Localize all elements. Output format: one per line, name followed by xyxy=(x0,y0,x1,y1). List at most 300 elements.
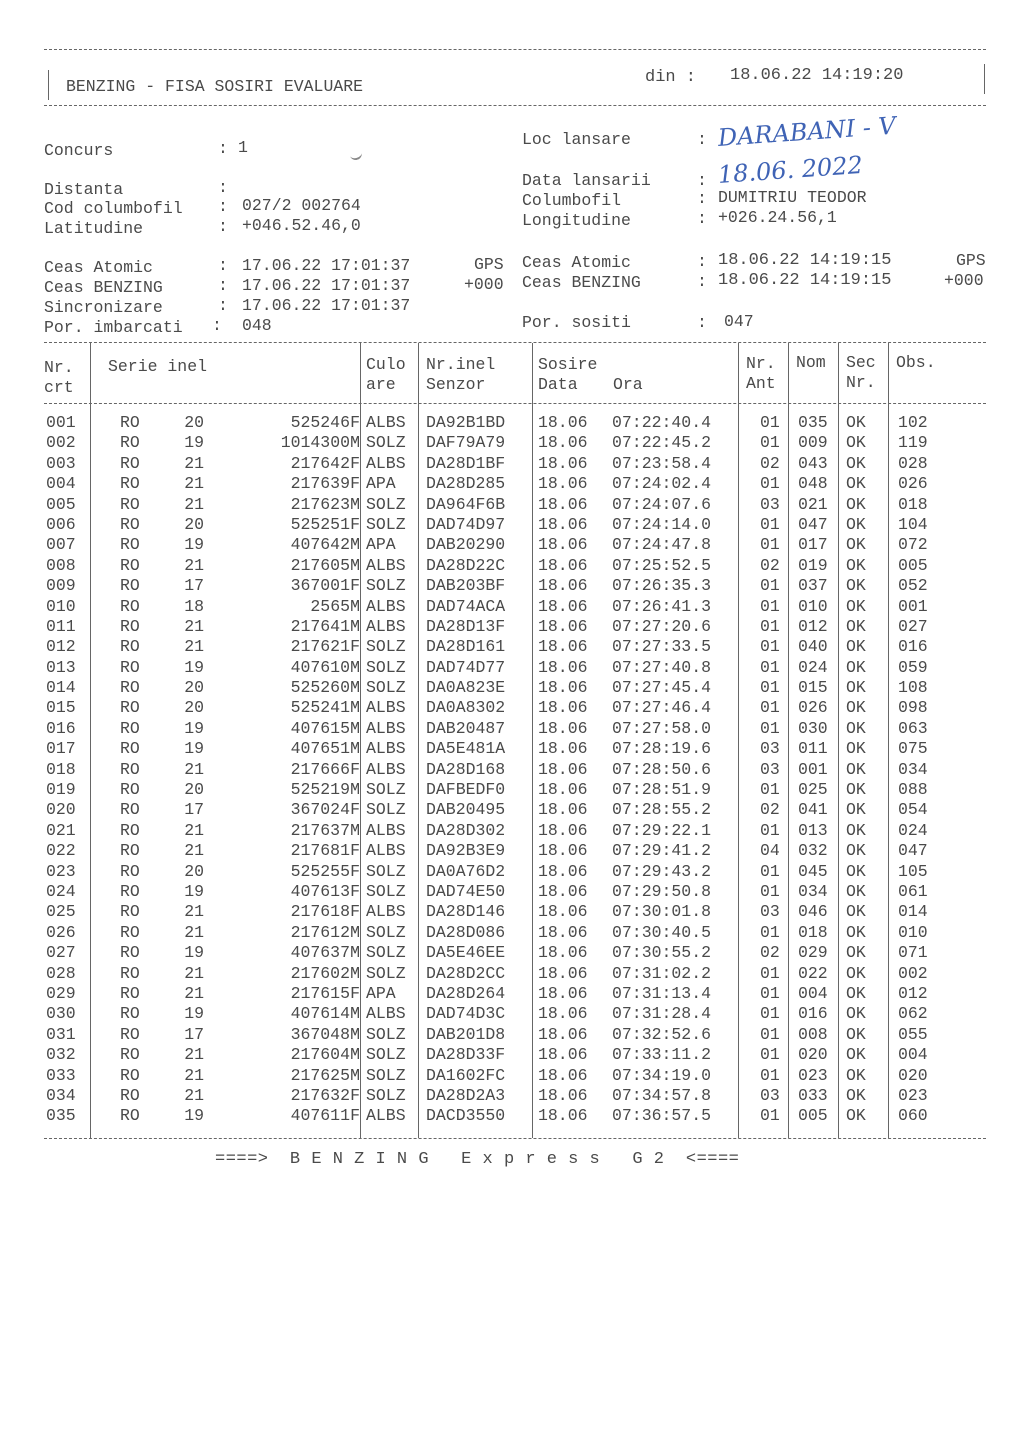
cell-country: RO xyxy=(120,983,140,1003)
cell-sec: OK xyxy=(846,698,866,718)
cell-year: 21 xyxy=(184,453,204,473)
cell-obs: 027 xyxy=(898,616,928,636)
cell-date: 18.06 xyxy=(538,861,588,881)
cell-sex: M xyxy=(350,1065,360,1085)
cell-nr-crt: 017 xyxy=(46,739,76,759)
cell-time: 07:30:40.5 xyxy=(612,922,712,942)
cell-nr-ant: 03 xyxy=(760,759,780,779)
cell-country: RO xyxy=(120,657,140,677)
cell-year: 21 xyxy=(184,1065,204,1085)
cell-time: 07:32:52.6 xyxy=(612,1024,712,1044)
cell-color: ALBS xyxy=(366,902,406,922)
cell-ring-number: 407637 xyxy=(290,943,350,963)
cell-nom: 045 xyxy=(798,861,828,881)
cell-color: SOLZ xyxy=(366,678,406,698)
cell-nr-ant: 01 xyxy=(760,780,780,800)
cell-obs: 062 xyxy=(898,1004,928,1024)
table-row xyxy=(44,1025,1004,1045)
cell-country: RO xyxy=(120,494,140,514)
info-value: 1 xyxy=(238,138,248,157)
cell-year: 19 xyxy=(184,535,204,555)
cell-date: 18.06 xyxy=(538,453,588,473)
cell-nr-ant: 01 xyxy=(760,922,780,942)
cell-nom: 023 xyxy=(798,1065,828,1085)
cell-ring-number: 525251 xyxy=(290,514,350,534)
col-nr-header-2: crt xyxy=(44,378,74,397)
cell-time: 07:24:14.0 xyxy=(612,514,712,534)
cell-sec: OK xyxy=(846,576,866,596)
cell-nr-ant: 01 xyxy=(760,535,780,555)
din-value: 18.06.22 14:19:20 xyxy=(730,66,904,85)
cell-country: RO xyxy=(120,1004,140,1024)
cell-sensor: DA92B3E9 xyxy=(426,841,506,861)
header-left-bar xyxy=(48,70,49,100)
cell-nr-crt: 012 xyxy=(46,637,76,657)
info-value: 027/2 002764 xyxy=(242,196,361,215)
cell-nom: 005 xyxy=(798,1106,828,1126)
cell-ring-number: 217642 xyxy=(290,453,350,473)
cell-sex: F xyxy=(350,881,360,901)
cell-color: SOLZ xyxy=(366,1065,406,1085)
cell-year: 21 xyxy=(184,759,204,779)
cell-sex: M xyxy=(350,1045,360,1065)
table-header-bottom-rule xyxy=(44,403,986,404)
col-culo-header: Culo xyxy=(366,355,406,374)
cell-nom: 024 xyxy=(798,657,828,677)
clock-value: 17.06.22 17:01:37 xyxy=(242,256,411,275)
cell-ring-number: 217681 xyxy=(290,841,350,861)
cell-ring-number: 525241 xyxy=(290,698,350,718)
clock-value: 18.06.22 14:19:15 xyxy=(718,271,892,290)
cell-sec: OK xyxy=(846,1065,866,1085)
clock-sep: : xyxy=(218,276,228,295)
cell-year: 21 xyxy=(184,1085,204,1105)
cell-sex: M xyxy=(350,433,360,453)
cell-nom: 041 xyxy=(798,800,828,820)
cell-color: ALBS xyxy=(366,759,406,779)
cell-color: SOLZ xyxy=(366,780,406,800)
cell-sec: OK xyxy=(846,943,866,963)
cell-nr-crt: 003 xyxy=(46,453,76,473)
cell-nom: 001 xyxy=(798,759,828,779)
cell-time: 07:28:55.2 xyxy=(612,800,712,820)
cell-obs: 016 xyxy=(898,637,928,657)
cell-time: 07:30:55.2 xyxy=(612,943,712,963)
cell-sec: OK xyxy=(846,494,866,514)
cell-year: 19 xyxy=(184,881,204,901)
info-sep: : xyxy=(218,197,228,216)
clock-label: Ceas Atomic xyxy=(522,253,631,272)
cell-sensor: DAB201D8 xyxy=(426,1024,506,1044)
cell-nr-ant: 02 xyxy=(760,800,780,820)
cell-country: RO xyxy=(120,637,140,657)
cell-sensor: DA5E46EE xyxy=(426,943,506,963)
cell-sec: OK xyxy=(846,983,866,1003)
cell-sex: F xyxy=(350,413,360,432)
cell-obs: 072 xyxy=(898,535,928,555)
cell-ring-number: 407613 xyxy=(290,881,350,901)
cell-country: RO xyxy=(120,759,140,779)
cell-sensor: DA964F6B xyxy=(426,494,506,514)
cell-country: RO xyxy=(120,474,140,494)
cell-sec: OK xyxy=(846,1085,866,1105)
cell-sec: OK xyxy=(846,514,866,534)
cell-date: 18.06 xyxy=(538,637,588,657)
cell-time: 07:27:20.6 xyxy=(612,616,712,636)
cell-ring-number: 407651 xyxy=(290,739,350,759)
cell-nom: 046 xyxy=(798,902,828,922)
cell-date: 18.06 xyxy=(538,555,588,575)
cell-sex: F xyxy=(350,474,360,494)
table-row xyxy=(44,433,1004,453)
cell-sex: F xyxy=(350,861,360,881)
cell-year: 21 xyxy=(184,474,204,494)
cell-nr-crt: 028 xyxy=(46,963,76,983)
cell-country: RO xyxy=(120,433,140,453)
cell-year: 19 xyxy=(184,657,204,677)
cell-sex: M xyxy=(350,780,360,800)
cell-sensor: DAB20495 xyxy=(426,800,506,820)
cell-sec: OK xyxy=(846,718,866,738)
cell-country: RO xyxy=(120,453,140,473)
cell-obs: 104 xyxy=(898,514,928,534)
cell-nr-ant: 01 xyxy=(760,1065,780,1085)
info-sep: : xyxy=(697,130,707,149)
cell-year: 17 xyxy=(184,576,204,596)
cell-time: 07:29:43.2 xyxy=(612,861,712,881)
cell-ring-number: 217637 xyxy=(290,820,350,840)
cell-sec: OK xyxy=(846,861,866,881)
clock-suffix: +000 xyxy=(944,271,984,290)
cell-sex: M xyxy=(350,596,360,616)
cell-year: 21 xyxy=(184,616,204,636)
cell-year: 21 xyxy=(184,841,204,861)
cell-sec: OK xyxy=(846,453,866,473)
cell-nr-ant: 03 xyxy=(760,1085,780,1105)
din-label: din : xyxy=(645,68,697,87)
cell-nr-ant: 01 xyxy=(760,698,780,718)
cell-time: 07:30:01.8 xyxy=(612,902,712,922)
cell-nr-ant: 01 xyxy=(760,820,780,840)
cell-nom: 030 xyxy=(798,718,828,738)
cell-nom: 047 xyxy=(798,514,828,534)
cell-obs: 002 xyxy=(898,963,928,983)
cell-date: 18.06 xyxy=(538,616,588,636)
cell-nr-ant: 01 xyxy=(760,963,780,983)
cell-sensor: DAD74E50 xyxy=(426,881,506,901)
info-label: Data lansarii xyxy=(522,171,651,190)
info-sep: : xyxy=(697,189,707,208)
cell-ring-number: 217604 xyxy=(290,1045,350,1065)
cell-sensor: DA92B1BD xyxy=(426,413,506,432)
table-row xyxy=(44,556,1004,576)
cell-sec: OK xyxy=(846,963,866,983)
cell-time: 07:31:02.2 xyxy=(612,963,712,983)
cell-nom: 035 xyxy=(798,413,828,432)
cell-year: 19 xyxy=(184,1106,204,1126)
clock-value: 18.06.22 14:19:15 xyxy=(718,251,892,270)
cell-sec: OK xyxy=(846,739,866,759)
cell-color: SOLZ xyxy=(366,1085,406,1105)
table-row xyxy=(44,780,1004,800)
cell-date: 18.06 xyxy=(538,943,588,963)
cell-nr-ant: 01 xyxy=(760,718,780,738)
cell-year: 21 xyxy=(184,820,204,840)
stray-mark xyxy=(349,149,363,162)
cell-sensor: DAB203BF xyxy=(426,576,506,596)
cell-nr-crt: 014 xyxy=(46,678,76,698)
cell-time: 07:28:19.6 xyxy=(612,739,712,759)
cell-nr-crt: 033 xyxy=(46,1065,76,1085)
cell-nr-ant: 03 xyxy=(760,902,780,922)
cell-time: 07:27:45.4 xyxy=(612,678,712,698)
cell-obs: 098 xyxy=(898,698,928,718)
cell-color: ALBS xyxy=(366,616,406,636)
cell-sensor: DA0A8302 xyxy=(426,698,506,718)
cell-nr-crt: 006 xyxy=(46,514,76,534)
cell-date: 18.06 xyxy=(538,1085,588,1105)
cell-date: 18.06 xyxy=(538,1065,588,1085)
cell-sensor: DAD74D97 xyxy=(426,514,506,534)
cell-sec: OK xyxy=(846,1106,866,1126)
cell-ring-number: 217602 xyxy=(290,963,350,983)
col-ant-header: Nr. xyxy=(746,354,776,373)
cell-nr-crt: 023 xyxy=(46,861,76,881)
col-nr-header: Nr. xyxy=(44,358,74,377)
cell-sex: M xyxy=(350,535,360,555)
cell-nr-crt: 025 xyxy=(46,902,76,922)
cell-nom: 029 xyxy=(798,943,828,963)
cell-ring-number: 525255 xyxy=(290,861,350,881)
cell-nom: 008 xyxy=(798,1024,828,1044)
cell-nr-crt: 019 xyxy=(46,780,76,800)
cell-sex: F xyxy=(350,637,360,657)
cell-nom: 011 xyxy=(798,739,828,759)
cell-nom: 043 xyxy=(798,453,828,473)
cell-year: 21 xyxy=(184,983,204,1003)
cell-color: ALBS xyxy=(366,413,406,432)
table-row xyxy=(44,1004,1004,1024)
cell-time: 07:31:13.4 xyxy=(612,983,712,1003)
cell-sex: F xyxy=(350,1085,360,1105)
table-row xyxy=(44,474,1004,494)
table-row xyxy=(44,454,1004,474)
clock-sep: : xyxy=(218,256,228,275)
cell-obs: 102 xyxy=(898,413,928,432)
table-bottom-rule xyxy=(44,1138,986,1139)
cell-obs: 059 xyxy=(898,657,928,677)
cell-color: SOLZ xyxy=(366,963,406,983)
cell-sex: F xyxy=(350,576,360,596)
cell-sensor: DAD74D77 xyxy=(426,657,506,677)
cell-year: 19 xyxy=(184,943,204,963)
cell-nr-ant: 01 xyxy=(760,861,780,881)
table-row xyxy=(44,698,1004,718)
table-top-rule xyxy=(44,342,986,343)
cell-country: RO xyxy=(120,881,140,901)
table-row xyxy=(44,943,1004,963)
cell-ring-number: 367048 xyxy=(290,1024,350,1044)
cell-sec: OK xyxy=(846,759,866,779)
arrivals-table-body xyxy=(44,413,1004,1127)
cell-date: 18.06 xyxy=(538,494,588,514)
cell-obs: 001 xyxy=(898,596,928,616)
table-row xyxy=(44,1106,1004,1126)
cell-country: RO xyxy=(120,943,140,963)
cell-nr-ant: 01 xyxy=(760,433,780,453)
info-label: Distanta xyxy=(44,180,124,199)
table-row xyxy=(44,597,1004,617)
cell-ring-number: 367024 xyxy=(290,800,350,820)
cell-obs: 014 xyxy=(898,902,928,922)
cell-sex: F xyxy=(350,1106,360,1126)
cell-nr-ant: 01 xyxy=(760,637,780,657)
clock-suffix: GPS xyxy=(956,251,986,270)
clock-suffix: GPS xyxy=(474,255,504,274)
cell-date: 18.06 xyxy=(538,514,588,534)
clock-label: Ceas BENZING xyxy=(44,278,163,297)
clock-sep: : xyxy=(697,272,707,291)
cell-time: 07:24:02.4 xyxy=(612,474,712,494)
cell-nom: 018 xyxy=(798,922,828,942)
cell-nom: 022 xyxy=(798,963,828,983)
table-row xyxy=(44,1045,1004,1065)
cell-sex: M xyxy=(350,943,360,963)
cell-year: 19 xyxy=(184,433,204,453)
cell-nom: 017 xyxy=(798,535,828,555)
cell-nr-crt: 021 xyxy=(46,820,76,840)
cell-nr-ant: 01 xyxy=(760,1024,780,1044)
clock-value: 047 xyxy=(724,312,754,331)
cell-year: 21 xyxy=(184,922,204,942)
cell-time: 07:26:35.3 xyxy=(612,576,712,596)
cell-color: ALBS xyxy=(366,698,406,718)
cell-sec: OK xyxy=(846,1024,866,1044)
cell-sex: M xyxy=(350,1004,360,1024)
cell-year: 21 xyxy=(184,637,204,657)
cell-sex: F xyxy=(350,514,360,534)
table-row xyxy=(44,984,1004,1004)
table-row xyxy=(44,862,1004,882)
handwritten-data-lansarii: 18.06. 2022 xyxy=(717,150,864,189)
cell-country: RO xyxy=(120,963,140,983)
cell-sensor: DA28D13F xyxy=(426,616,506,636)
cell-sensor: DA28D2CC xyxy=(426,963,506,983)
info-label: Columbofil xyxy=(522,191,622,210)
cell-time: 07:27:40.8 xyxy=(612,657,712,677)
cell-obs: 108 xyxy=(898,678,928,698)
clock-label: Por. sositi xyxy=(522,313,631,332)
cell-sensor: DA28D33F xyxy=(426,1045,506,1065)
cell-time: 07:24:47.8 xyxy=(612,535,712,555)
cell-color: APA xyxy=(366,474,396,494)
cell-nr-crt: 008 xyxy=(46,555,76,575)
cell-sensor: DA28D264 xyxy=(426,983,506,1003)
cell-sensor: DA28D285 xyxy=(426,474,506,494)
cell-sex: F xyxy=(350,453,360,473)
cell-sensor: DAD74ACA xyxy=(426,596,506,616)
table-row xyxy=(44,1086,1004,1106)
cell-date: 18.06 xyxy=(538,1024,588,1044)
table-row xyxy=(44,821,1004,841)
cell-nr-crt: 034 xyxy=(46,1085,76,1105)
cell-obs: 012 xyxy=(898,983,928,1003)
cell-date: 18.06 xyxy=(538,698,588,718)
cell-year: 17 xyxy=(184,1024,204,1044)
table-row xyxy=(44,719,1004,739)
cell-country: RO xyxy=(120,861,140,881)
col-sosire-header: Sosire xyxy=(538,355,598,374)
cell-time: 07:36:57.5 xyxy=(612,1106,712,1126)
cell-time: 07:27:33.5 xyxy=(612,637,712,657)
cell-sec: OK xyxy=(846,800,866,820)
cell-nr-crt: 015 xyxy=(46,698,76,718)
table-row xyxy=(44,617,1004,637)
col-sec-header: Sec xyxy=(846,353,876,372)
cell-nr-ant: 02 xyxy=(760,555,780,575)
cell-sensor: DA28D1BF xyxy=(426,453,506,473)
cell-color: ALBS xyxy=(366,1004,406,1024)
cell-sensor: DA28D168 xyxy=(426,759,506,779)
cell-ring-number: 407611 xyxy=(290,1106,350,1126)
cell-obs: 088 xyxy=(898,780,928,800)
cell-ring-number: 217639 xyxy=(290,474,350,494)
cell-country: RO xyxy=(120,902,140,922)
cell-ring-number: 367001 xyxy=(290,576,350,596)
cell-nr-ant: 02 xyxy=(760,453,780,473)
cell-date: 18.06 xyxy=(538,433,588,453)
cell-color: ALBS xyxy=(366,739,406,759)
cell-color: SOLZ xyxy=(366,637,406,657)
info-label: Longitudine xyxy=(522,211,631,230)
cell-ring-number: 525219 xyxy=(290,780,350,800)
cell-sec: OK xyxy=(846,1045,866,1065)
cell-country: RO xyxy=(120,698,140,718)
clock-label: Sincronizare xyxy=(44,298,163,317)
info-sep: : xyxy=(697,171,707,190)
cell-nr-crt: 007 xyxy=(46,535,76,555)
col-inel-header-2: Senzor xyxy=(426,375,486,394)
cell-time: 07:22:40.4 xyxy=(612,413,712,432)
cell-ring-number: 407614 xyxy=(290,1004,350,1024)
cell-sensor: DA28D302 xyxy=(426,820,506,840)
cell-nr-crt: 029 xyxy=(46,983,76,1003)
cell-sex: F xyxy=(350,800,360,820)
cell-year: 20 xyxy=(184,413,204,432)
cell-color: SOLZ xyxy=(366,514,406,534)
cell-year: 20 xyxy=(184,861,204,881)
cell-nr-crt: 020 xyxy=(46,800,76,820)
cell-sex: F xyxy=(350,983,360,1003)
cell-date: 18.06 xyxy=(538,983,588,1003)
cell-sensor: DAD74D3C xyxy=(426,1004,506,1024)
cell-obs: 061 xyxy=(898,881,928,901)
cell-ring-number: 217666 xyxy=(290,759,350,779)
cell-obs: 055 xyxy=(898,1024,928,1044)
cell-year: 21 xyxy=(184,963,204,983)
cell-nr-ant: 04 xyxy=(760,841,780,861)
clock-label: Ceas Atomic xyxy=(44,258,153,277)
table-row xyxy=(44,739,1004,759)
cell-color: ALBS xyxy=(366,841,406,861)
cell-country: RO xyxy=(120,1085,140,1105)
clock-value: 17.06.22 17:01:37 xyxy=(242,276,411,295)
cell-year: 21 xyxy=(184,555,204,575)
info-label: Cod columbofil xyxy=(44,199,183,218)
cell-ring-number: 2565 xyxy=(310,596,350,616)
cell-year: 21 xyxy=(184,902,204,922)
cell-sec: OK xyxy=(846,902,866,922)
